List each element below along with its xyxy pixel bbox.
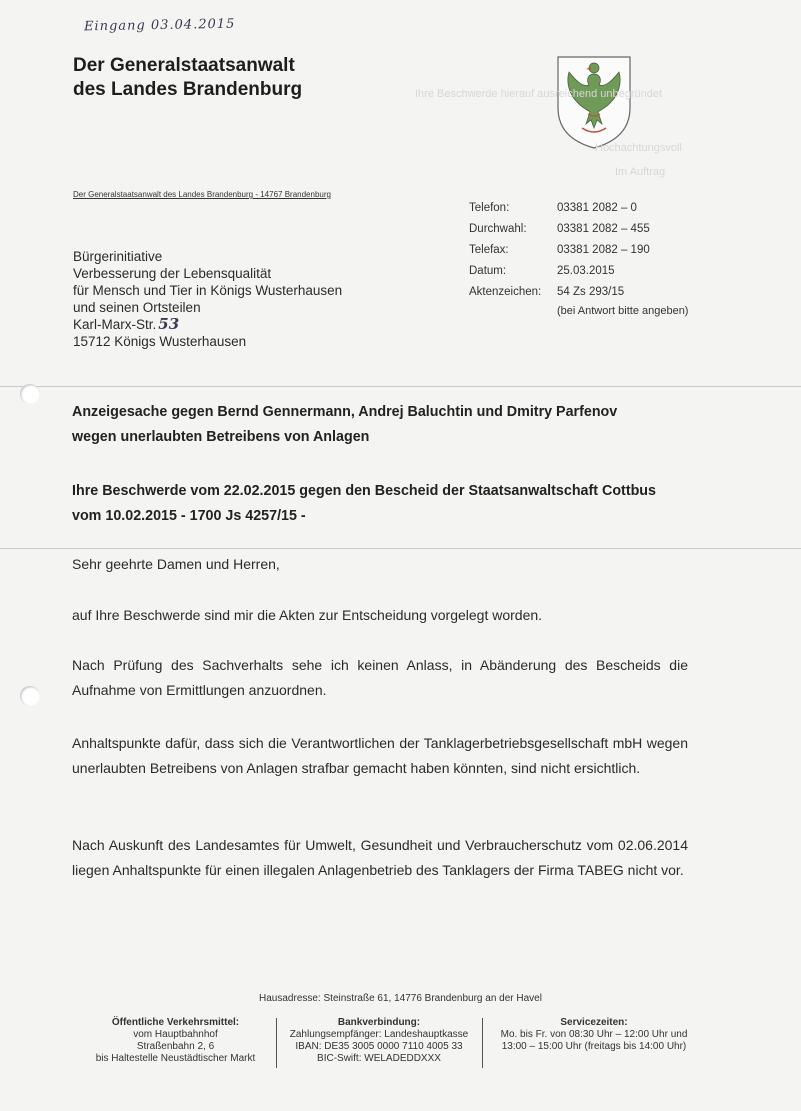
footer-bank — [278, 1017, 480, 1065]
reference-note: (bei Antwort bitte angeben) — [557, 305, 689, 317]
letterhead-line-1: Der Generalstaatsanwalt — [73, 55, 295, 76]
footer-transport — [78, 1017, 273, 1065]
show-through-text: Ihre Beschwerde hierauf ausreichend unbegründet — [415, 88, 663, 100]
aktenzeichen-value: 54 Zs 293/15 — [557, 286, 625, 298]
durchwahl-label: Durchwahl: — [469, 223, 527, 235]
footer-transport-line-3: bis Haltestelle Neustädtischer Markt — [95, 1053, 256, 1064]
recipient-line-1: Bürgerinitiative — [73, 249, 163, 264]
recipient-address — [73, 248, 342, 350]
footer-transport-title: Öffentliche Verkehrsmittel: — [111, 1017, 240, 1028]
paragraph-2: Nach Prüfung des Sachverhalts sehe ich keinen Anlass, in Abänderung des Bescheids die Aufnahme von Ermittlungen anzuordnen. — [72, 657, 688, 698]
brandenburg-eagle-crest-icon — [555, 54, 633, 150]
punch-hole — [20, 686, 40, 706]
recipient-city: 15712 Königs Wusterhausen — [73, 334, 247, 349]
footer-transport-line-2: Straßenbahn 2, 6 — [136, 1041, 215, 1052]
footer-bank-line-3: BIC-Swift: WELADEDDXXX — [317, 1053, 441, 1064]
subject-line-2: wegen unerlaubten Betreibens von Anlagen — [72, 429, 370, 445]
footer-house-address: Hausadresse: Steinstraße 61, 14776 Brandenburg an der Havel — [259, 993, 542, 1004]
subject-line-1: Anzeigesache gegen Bernd Gennermann, Andrej Baluchtin und Dmitry Parfenov — [72, 404, 618, 420]
recipient-line-2: Verbesserung der Lebensqualität — [73, 266, 272, 281]
letterhead-title — [73, 54, 302, 102]
complaint-reference-line-2: vom 10.02.2015 - 1700 Js 4257/15 - — [72, 508, 306, 524]
footer-divider — [276, 1018, 277, 1068]
footer-service-title: Servicezeiten: — [560, 1017, 628, 1028]
telefax-value: 03381 2082 – 190 — [557, 244, 650, 256]
salutation: Sehr geehrte Damen und Herren, — [72, 556, 280, 572]
durchwahl-value: 03381 2082 – 455 — [557, 223, 650, 235]
punch-hole — [20, 384, 40, 404]
recipient-line-3: für Mensch und Tier in Königs Wusterhausen — [73, 283, 343, 298]
footer-divider — [482, 1018, 483, 1068]
letterhead-line-2: des Landes Brandenburg — [73, 79, 303, 100]
recipient-line-4: und seinen Ortsteilen — [73, 300, 201, 315]
paragraph-1: auf Ihre Beschwerde sind mir die Akten zur Entscheidung vorgelegt worden. — [72, 607, 543, 623]
show-through-text: Im Auftrag — [615, 166, 666, 178]
footer-bank-title: Bankverbindung: — [337, 1017, 421, 1028]
telefax-label: Telefax: — [469, 244, 509, 256]
recipient-house-number: 53 — [158, 315, 180, 333]
footer-bank-line-2: IBAN: DE35 3005 0000 7110 4005 33 — [295, 1041, 463, 1052]
paragraph-4: Nach Auskunft des Landesamtes für Umwelt, Gesundheit und Verbraucherschutz vom 02.06.2014 liegen Anhaltspunkte für einen illegalen Anlagenbetrieb des Tanklagers der Firma TABEG nicht vor. — [72, 837, 688, 878]
complaint-reference-line-1: Ihre Beschwerde vom 22.02.2015 gegen den Bescheid der Staatsanwaltschaft Cottbus — [72, 483, 656, 499]
handwritten-receipt-stamp: Eingang 03.04.2015 — [83, 16, 236, 35]
datum-value: 25.03.2015 — [557, 265, 615, 277]
footer-service-line-2: 13:00 – 15:00 Uhr (freitags bis 14:00 Uhr) — [501, 1041, 687, 1052]
fold-line — [0, 548, 801, 549]
show-through-text: Hochachtungsvoll — [595, 142, 682, 154]
footer-service-hours — [485, 1017, 703, 1053]
footer-transport-line-1: vom Hauptbahnhof — [133, 1029, 218, 1040]
fold-line — [0, 386, 801, 387]
recipient-street-line — [73, 316, 342, 333]
telefon-label: Telefon: — [469, 202, 510, 214]
contact-info-block — [469, 202, 688, 326]
datum-label: Datum: — [469, 265, 507, 277]
aktenzeichen-label: Aktenzeichen: — [469, 286, 542, 298]
recipient-street: Karl-Marx-Str. — [73, 317, 157, 332]
footer-bank-line-1: Zahlungsempfänger: Landeshauptkasse — [289, 1029, 469, 1040]
paragraph-3: Anhaltspunkte dafür, dass sich die Verantwortlichen der Tanklagerbetriebsgesellschaft mbH wegen unerlaubten Betreibens von Anlagen strafbar gemacht haben könnten, sind nicht ersichtlich. — [72, 735, 688, 776]
sender-return-address: Der Generalstaatsanwalt des Landes Brandenburg - 14767 Brandenburg — [73, 190, 331, 199]
footer-service-line-1: Mo. bis Fr. von 08:30 Uhr – 12:00 Uhr und — [500, 1029, 688, 1040]
telefon-value: 03381 2082 – 0 — [557, 202, 637, 214]
